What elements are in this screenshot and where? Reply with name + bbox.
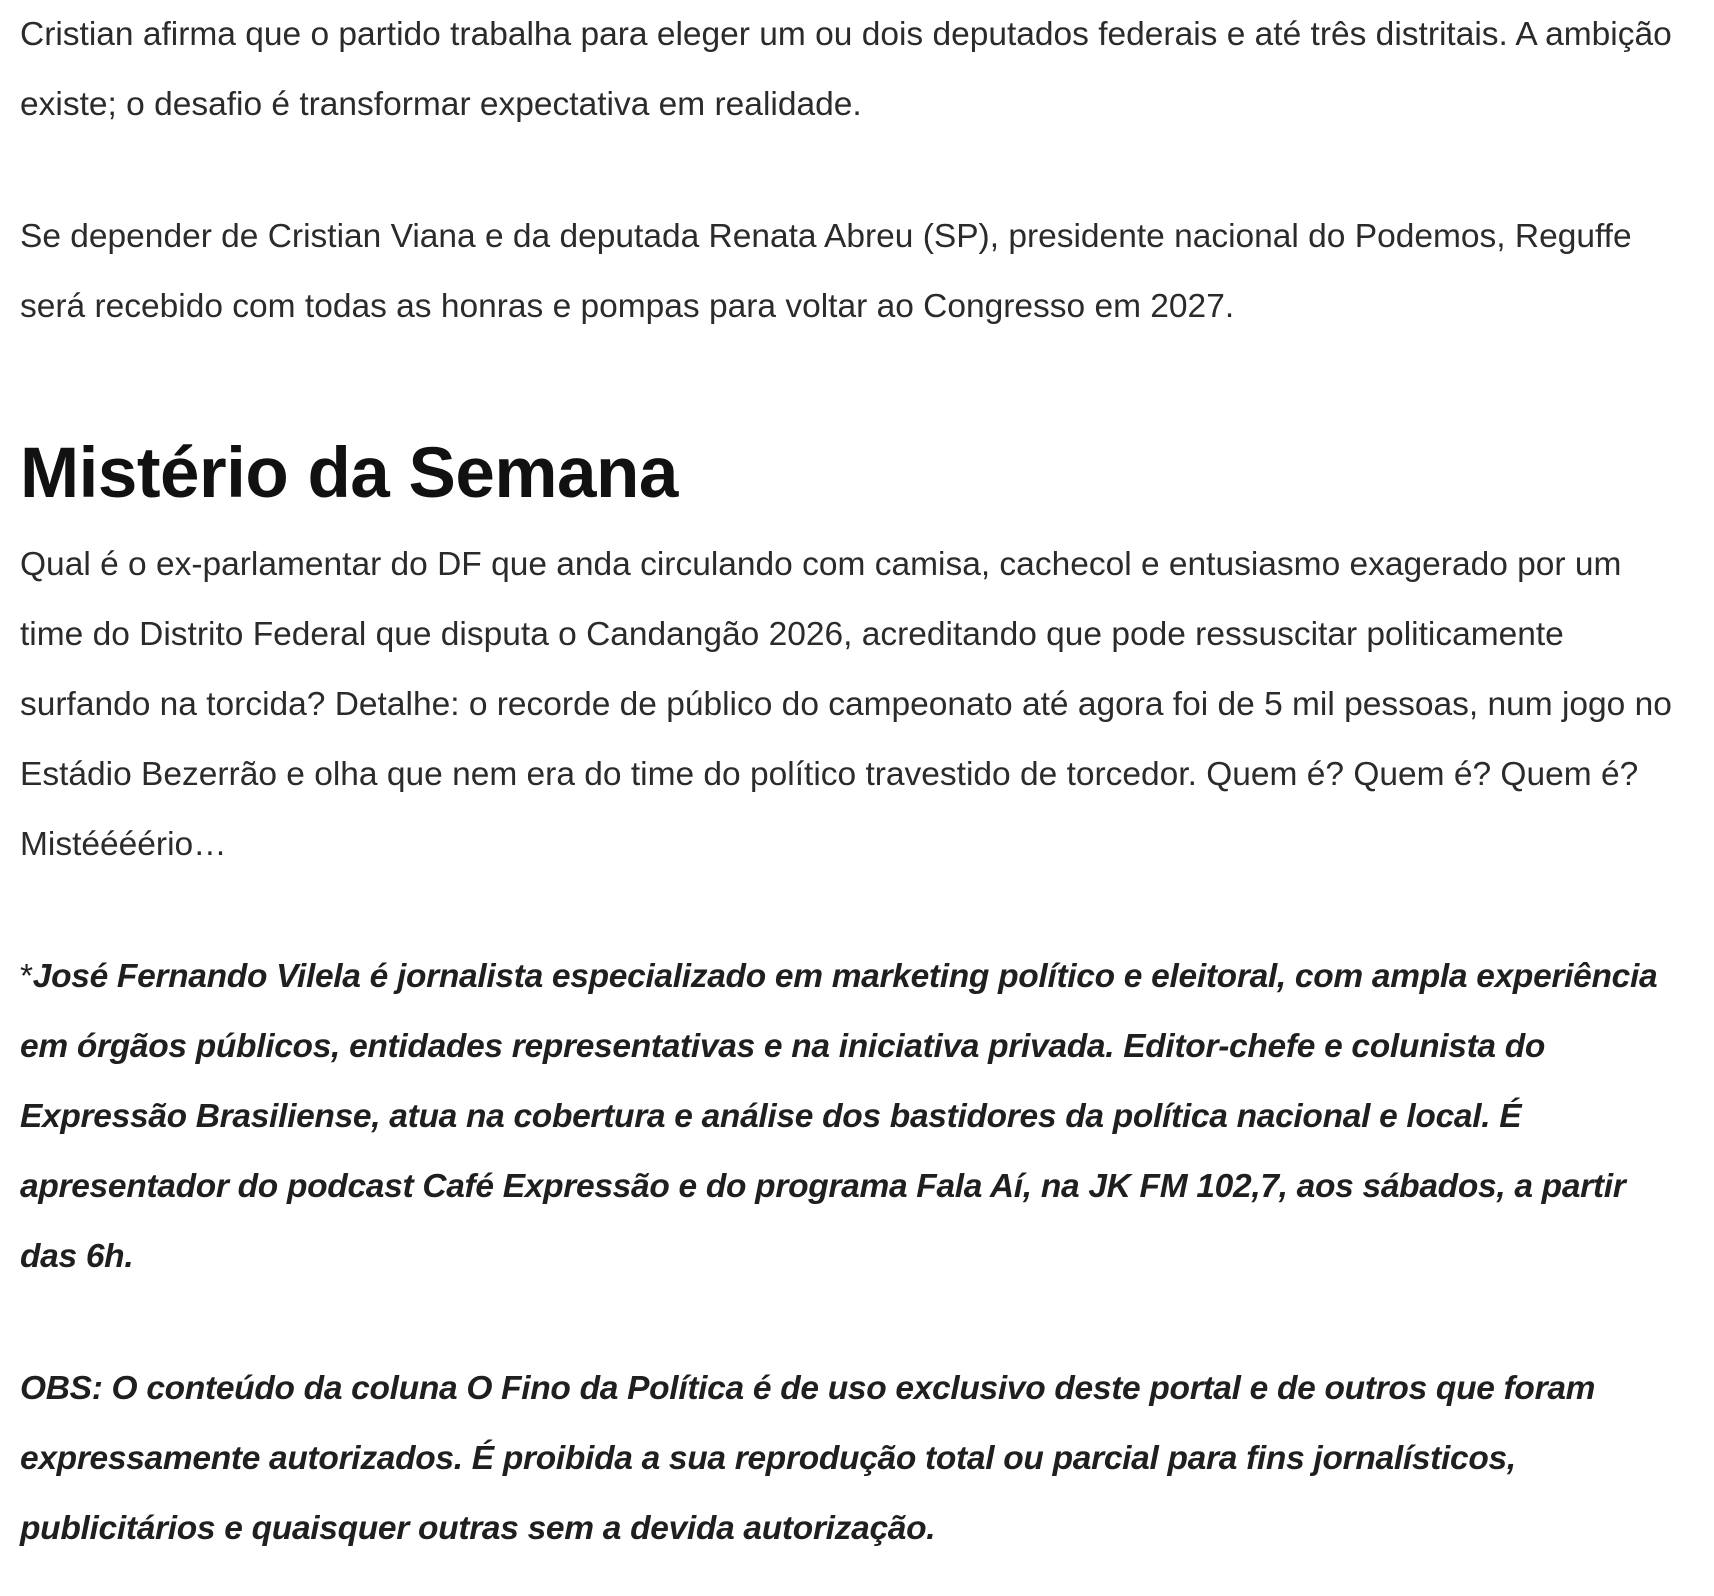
paragraph-party-goals: Cristian afirma que o partido trabalha para eleger um ou dois deputados federais e até três distritais. A ambição existe; o desafio é transformar expectativa em realidade. [20, 16, 1672, 123]
section-title: Mistério da Semana [20, 434, 678, 513]
author-bio [20, 942, 1680, 1292]
disclaimer: OBS: O conteúdo da coluna O Fino da Política é de uso exclusivo deste portal e de outros que foram expressamente autorizados. É proibida a sua reprodução total ou parcial para fins jornalísticos, publicitários e quaisquer outras sem a devida autorização. [20, 1370, 1596, 1547]
paragraph-reguffe: Se depender de Cristian Viana e da deputada Renata Abreu (SP), presidente nacional do Podemos, Reguffe será recebido com todas as honras e pompas para voltar ao Congresso em 2027. [20, 218, 1632, 325]
author-bio-text: José Fernando Vilela é jornalista especializado em marketing político e eleitoral, com ampla experiência em órgãos públicos, entidades representativas e na iniciativa privada. Editor-chefe e colunista do Expressão Brasiliense, atua na cobertura e análise dos bastidores da política nacional e local. É apresentador do podcast Café Expressão e do programa Fala Aí, na JK FM 102,7, aos sábados, a partir das 6h. [20, 958, 1658, 1275]
article-body [20, 0, 1680, 1564]
paragraph-mystery: Qual é o ex-parlamentar do DF que anda circulando com camisa, cachecol e entusiasmo exagerado por um time do Distrito Federal que disputa o Candangão 2026, acreditando que pode ressuscitar politicamente surfando na torcida? Detalhe: o recorde de público do campeonato até agora foi de 5 mil pessoas, num jogo no Estádio Bezerrão e olha que nem era do time do político travestido de torcedor. Quem é? Quem é? Quem é? Mistéééério… [20, 546, 1672, 863]
author-bio-asterisk: * [20, 958, 33, 995]
